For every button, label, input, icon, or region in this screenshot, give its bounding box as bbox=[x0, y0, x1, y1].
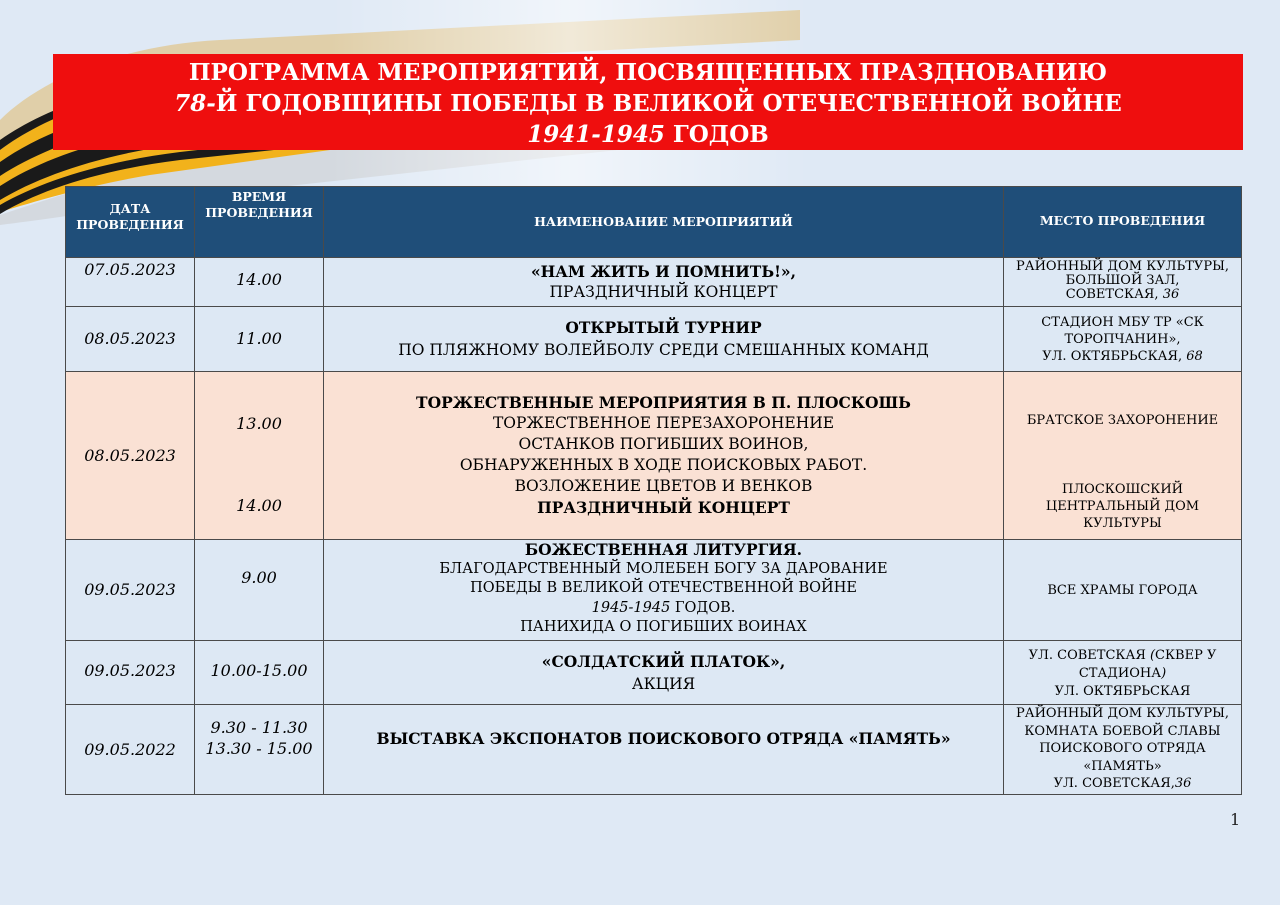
event-subtitle: ПРАЗДНИЧНЫЙ КОНЦЕРТ bbox=[549, 283, 778, 301]
events-table bbox=[65, 186, 1242, 795]
row-date: 09.05.2022 bbox=[66, 705, 195, 795]
event-title: ТОРЖЕСТВЕННЫЕ МЕРОПРИЯТИЯ В П. ПЛОСКОШЬ bbox=[416, 393, 911, 412]
title-line-2: 78-Й ГОДОВЩИНЫ ПОБЕДЫ В ВЕЛИКОЙ ОТЕЧЕСТВЕННОЙ ВОЙНЕ bbox=[174, 90, 1122, 117]
row-place: ВСЕ ХРАМЫ ГОРОДА bbox=[1004, 540, 1242, 641]
event-title: ВЫСТАВКА ЭКСПОНАТОВ ПОИСКОВОГО ОТРЯДА «ПАМЯТЬ» bbox=[376, 729, 951, 748]
event-title: «СОЛДАТСКИЙ ПЛАТОК», bbox=[541, 652, 786, 671]
table-row bbox=[66, 372, 1242, 540]
title-line-3: 1941-1945 ГОДОВ bbox=[527, 121, 769, 148]
table-row bbox=[66, 705, 1242, 795]
page-number: 1 bbox=[1230, 810, 1241, 829]
row-place: СТАДИОН МБУ ТР «СК ТОРОПЧАНИН», УЛ. ОКТЯБРЬСКАЯ, 68 bbox=[1004, 307, 1242, 372]
table-header-row bbox=[66, 187, 1242, 258]
row-place: БРАТСКОЕ ЗАХОРОНЕНИЕ ПЛОСКОШСКИЙ ЦЕНТРАЛЬНЫЙ ДОМ КУЛЬТУРЫ bbox=[1004, 372, 1242, 540]
row-time: 10.00-15.00 bbox=[195, 641, 324, 705]
header-date: ДАТА ПРОВЕДЕНИЯ bbox=[66, 187, 195, 258]
header-place: МЕСТО ПРОВЕДЕНИЯ bbox=[1004, 187, 1242, 258]
row-event bbox=[324, 705, 1004, 795]
row-time: 9.00 bbox=[195, 540, 324, 641]
event-subtitle: АКЦИЯ bbox=[631, 675, 696, 693]
row-event bbox=[324, 641, 1004, 705]
row-place: УЛ. СОВЕТСКАЯ (СКВЕР У СТАДИОНА) УЛ. ОКТЯБРЬСКАЯ bbox=[1004, 641, 1242, 705]
event-subtitle: ПО ПЛЯЖНОМУ ВОЛЕЙБОЛУ СРЕДИ СМЕШАННЫХ КОМАНД bbox=[398, 341, 929, 359]
event-title: ОТКРЫТЫЙ ТУРНИР bbox=[565, 318, 762, 337]
table-row bbox=[66, 540, 1242, 641]
header-time: ВРЕМЯ ПРОВЕДЕНИЯ bbox=[195, 187, 324, 258]
row-event bbox=[324, 258, 1004, 307]
title-banner bbox=[53, 54, 1243, 150]
event-title: БОЖЕСТВЕННАЯ ЛИТУРГИЯ. bbox=[524, 540, 803, 559]
row-time: 11.00 bbox=[195, 307, 324, 372]
row-time: 14.00 bbox=[195, 258, 324, 307]
header-name: НАИМЕНОВАНИЕ МЕРОПРИЯТИЙ bbox=[324, 187, 1004, 258]
row-date: 09.05.2023 bbox=[66, 540, 195, 641]
table-row bbox=[66, 258, 1242, 307]
event-title: «НАМ ЖИТЬ И ПОМНИТЬ!», bbox=[530, 262, 797, 281]
row-date: 08.05.2023 bbox=[66, 372, 195, 540]
row-event: БОЖЕСТВЕННАЯ ЛИТУРГИЯ. БЛАГОДАРСТВЕННЫЙ МОЛЕБЕН БОГУ ЗА ДАРОВАНИЕ ПОБЕДЫ В ВЕЛИКОЙ ОТЕЧЕСТВЕННОЙ ВОЙНЕ 1945-1945 ГОДОВ. ПАНИХИДА О ПОГИБШИХ ВОИНАХ bbox=[324, 540, 1004, 641]
row-place: РАЙОННЫЙ ДОМ КУЛЬТУРЫ, БОЛЬШОЙ ЗАЛ, СОВЕТСКАЯ, 36 bbox=[1004, 258, 1242, 307]
row-date: 09.05.2023 bbox=[66, 641, 195, 705]
table-row bbox=[66, 641, 1242, 705]
title-line-1: ПРОГРАММА МЕРОПРИЯТИЙ, ПОСВЯЩЕННЫХ ПРАЗДНОВАНИЮ bbox=[188, 59, 1108, 86]
row-event: ТОРЖЕСТВЕННЫЕ МЕРОПРИЯТИЯ В П. ПЛОСКОШЬ ТОРЖЕСТВЕННОЕ ПЕРЕЗАХОРОНЕНИЕ ОСТАНКОВ ПОГИБШИХ ВОИНОВ, ОБНАРУЖЕННЫХ В ХОДЕ ПОИСКОВЫХ РАБОТ. ВОЗЛОЖЕНИЕ ЦВЕТОВ И ВЕНКОВ ПРАЗДНИЧНЫЙ КОНЦЕРТ bbox=[324, 372, 1004, 540]
row-date: 08.05.2023 bbox=[66, 307, 195, 372]
row-date: 07.05.2023 bbox=[66, 258, 195, 307]
table-row bbox=[66, 307, 1242, 372]
row-place: РАЙОННЫЙ ДОМ КУЛЬТУРЫ, КОМНАТА БОЕВОЙ СЛАВЫ ПОИСКОВОГО ОТРЯДА «ПАМЯТЬ» УЛ. СОВЕТСКАЯ,36 bbox=[1004, 705, 1242, 795]
row-event bbox=[324, 307, 1004, 372]
row-time: 13.00 14.00 bbox=[195, 372, 324, 540]
row-time: 9.30 - 11.30 13.30 - 15.00 bbox=[195, 705, 324, 795]
